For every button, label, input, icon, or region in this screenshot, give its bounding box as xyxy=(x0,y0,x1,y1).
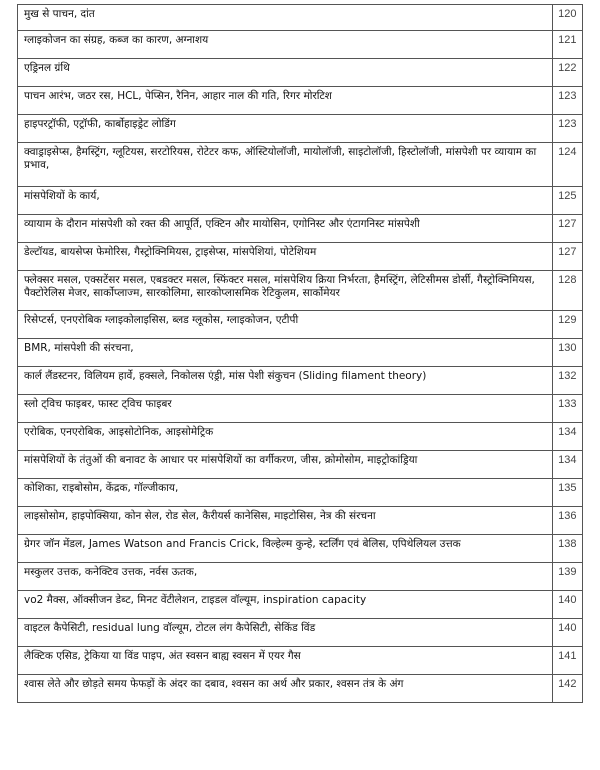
page-number-cell: 139 xyxy=(552,563,582,591)
topic-cell: vo2 मैक्स, ऑक्सीजन डेब्ट, मिनट वेंटीलेशन, टाइडल वॉल्यूम, inspiration capacity xyxy=(18,591,553,619)
page-number-cell: 138 xyxy=(552,535,582,563)
topic-cell: BMR, मांसपेशी की संरचना, xyxy=(18,339,553,367)
page-number-cell: 124 xyxy=(552,143,582,187)
topic-cell: हाइपरट्रॉफी, एट्रॉफी, कार्बोहाइड्रेट लोडिंग xyxy=(18,115,553,143)
index-row xyxy=(18,339,583,367)
topic-cell: क्वाड्राइसेप्स, हैमस्ट्रिंग, ग्लूटियस, सरटोरियस, रोटेटर कफ, ऑस्टियोलॉजी, मायोलॉजी, साइटोलॉजी, हिस्टोलॉजी, मांसपेशी पर व्यायाम का प्रभाव, xyxy=(18,143,553,187)
topic-cell: वाइटल कैपेसिटी, residual lung वॉल्यूम, टोटल लंग कैपेसिटी, सेकिंड विंड xyxy=(18,619,553,647)
index-row xyxy=(18,479,583,507)
page-number-cell: 125 xyxy=(552,187,582,215)
page-number-cell: 120 xyxy=(552,5,582,31)
topic-cell: कोशिका, राइबोसोम, केंद्रक, गॉल्जीकाय, xyxy=(18,479,553,507)
page-number-cell: 129 xyxy=(552,311,582,339)
index-row xyxy=(18,5,583,31)
page-number-cell: 128 xyxy=(552,271,582,311)
index-row xyxy=(18,591,583,619)
page-number-cell: 122 xyxy=(552,59,582,87)
index-row xyxy=(18,535,583,563)
index-row xyxy=(18,59,583,87)
topic-cell: श्वास लेते और छोड़ते समय फेफड़ों के अंदर का दबाव, श्वसन का अर्थ और प्रकार, श्वसन तंत्र के अंग xyxy=(18,675,553,703)
topic-cell: लैक्टिक एसिड, ट्रेकिया या विंड पाइप, अंत स्वसन बाह्य स्वसन में एयर गैस xyxy=(18,647,553,675)
index-row xyxy=(18,271,583,311)
page-number-cell: 133 xyxy=(552,395,582,423)
page-number-cell: 135 xyxy=(552,479,582,507)
index-row xyxy=(18,143,583,187)
index-row xyxy=(18,187,583,215)
index-row xyxy=(18,507,583,535)
topic-cell: कार्ल लैंडस्टनर, विलियम हार्वे, हक्सले, निकोलस एंड्री, मांस पेशी संकुचन (Sliding filament theory) xyxy=(18,367,553,395)
index-row xyxy=(18,243,583,271)
topic-cell: ग्रेगर जॉन मेंडल, James Watson and Francis Crick, विल्हेल्म कुन्हे, स्टर्लिंग एवं बेलिस, एपिथेलियल उत्तक xyxy=(18,535,553,563)
topic-cell: मस्कुलर उत्तक, कनेक्टिव उत्तक, नर्वस ऊतक, xyxy=(18,563,553,591)
page-number-cell: 123 xyxy=(552,87,582,115)
index-row xyxy=(18,675,583,703)
page-number-cell: 127 xyxy=(552,243,582,271)
index-row xyxy=(18,215,583,243)
page-number-cell: 130 xyxy=(552,339,582,367)
topic-cell: एड्रिनल ग्रंथि xyxy=(18,59,553,87)
topic-cell: ग्लाइकोजन का संग्रह, कब्ज का कारण, अग्नाशय xyxy=(18,31,553,59)
topic-cell: स्लो ट्विच फाइबर, फास्ट ट्विच फाइबर xyxy=(18,395,553,423)
topic-index-body xyxy=(18,5,583,703)
topic-cell: फ्लेक्सर मसल, एक्सटेंसर मसल, एबडक्टर मसल, स्फिंक्टर मसल, मांसपेशिय क्रिया निर्भरता, हैमस्ट्रिंग, लेटिसीमस डोर्सी, गैस्ट्रोक्निमियस, पैक्टोरेलिस मेजर, सार्कोप्लाज्म, सारकोलिमा, सारकोप्लासमिक रेटिकुलम, सार्कोमेयर xyxy=(18,271,553,311)
topic-cell: लाइसोसोम, हाइपोक्सिया, कोन सेल, रोड सेल, कैरीयर्स कानेसिस, माइटोसिस, नेत्र की संरचना xyxy=(18,507,553,535)
index-row xyxy=(18,115,583,143)
page-number-cell: 123 xyxy=(552,115,582,143)
topic-cell: रिसेप्टर्स, एनएरोबिक ग्लाइकोलाइसिस, ब्लड ग्लूकोस, ग्लाइकोजन, एटीपी xyxy=(18,311,553,339)
index-row xyxy=(18,451,583,479)
page-number-cell: 142 xyxy=(552,675,582,703)
index-row xyxy=(18,311,583,339)
index-row xyxy=(18,367,583,395)
index-row xyxy=(18,31,583,59)
page-number-cell: 141 xyxy=(552,647,582,675)
topic-cell: डेल्टॉयड, बायसेप्स फेमोरिस, गैस्ट्रोक्निमियस, ट्राइसेप्स, मांसपेशियां, पोटेशियम xyxy=(18,243,553,271)
topic-cell: मांसपेशियों के कार्य, xyxy=(18,187,553,215)
index-row xyxy=(18,563,583,591)
index-row xyxy=(18,395,583,423)
page-number-cell: 134 xyxy=(552,451,582,479)
index-row xyxy=(18,423,583,451)
page-number-cell: 132 xyxy=(552,367,582,395)
topic-index-table xyxy=(17,4,583,703)
page-number-cell: 136 xyxy=(552,507,582,535)
topic-cell: एरोबिक, एनएरोबिक, आइसोटोनिक, आइसोमेट्रिक xyxy=(18,423,553,451)
page-number-cell: 140 xyxy=(552,619,582,647)
index-row xyxy=(18,647,583,675)
topic-cell: मांसपेशियों के तंतुओं की बनावट के आधार पर मांसपेशियों का वर्गीकरण, जीस, क्रोमोसोम, माइट्रोकांड्रिया xyxy=(18,451,553,479)
index-row xyxy=(18,87,583,115)
page-number-cell: 127 xyxy=(552,215,582,243)
page-number-cell: 134 xyxy=(552,423,582,451)
page-number-cell: 121 xyxy=(552,31,582,59)
topic-cell: मुख से पाचन, दांत xyxy=(18,5,553,31)
topic-cell: पाचन आरंभ, जठर रस, HCL, पेप्सिन, रैनिन, आहार नाल की गति, रिगर मोरटिश xyxy=(18,87,553,115)
page-number-cell: 140 xyxy=(552,591,582,619)
index-row xyxy=(18,619,583,647)
topic-cell: व्यायाम के दौरान मांसपेशी को रक्त की आपूर्ति, एक्टिन और मायोसिन, एगोनिस्ट और एंटागनिस्ट मांसपेशी xyxy=(18,215,553,243)
